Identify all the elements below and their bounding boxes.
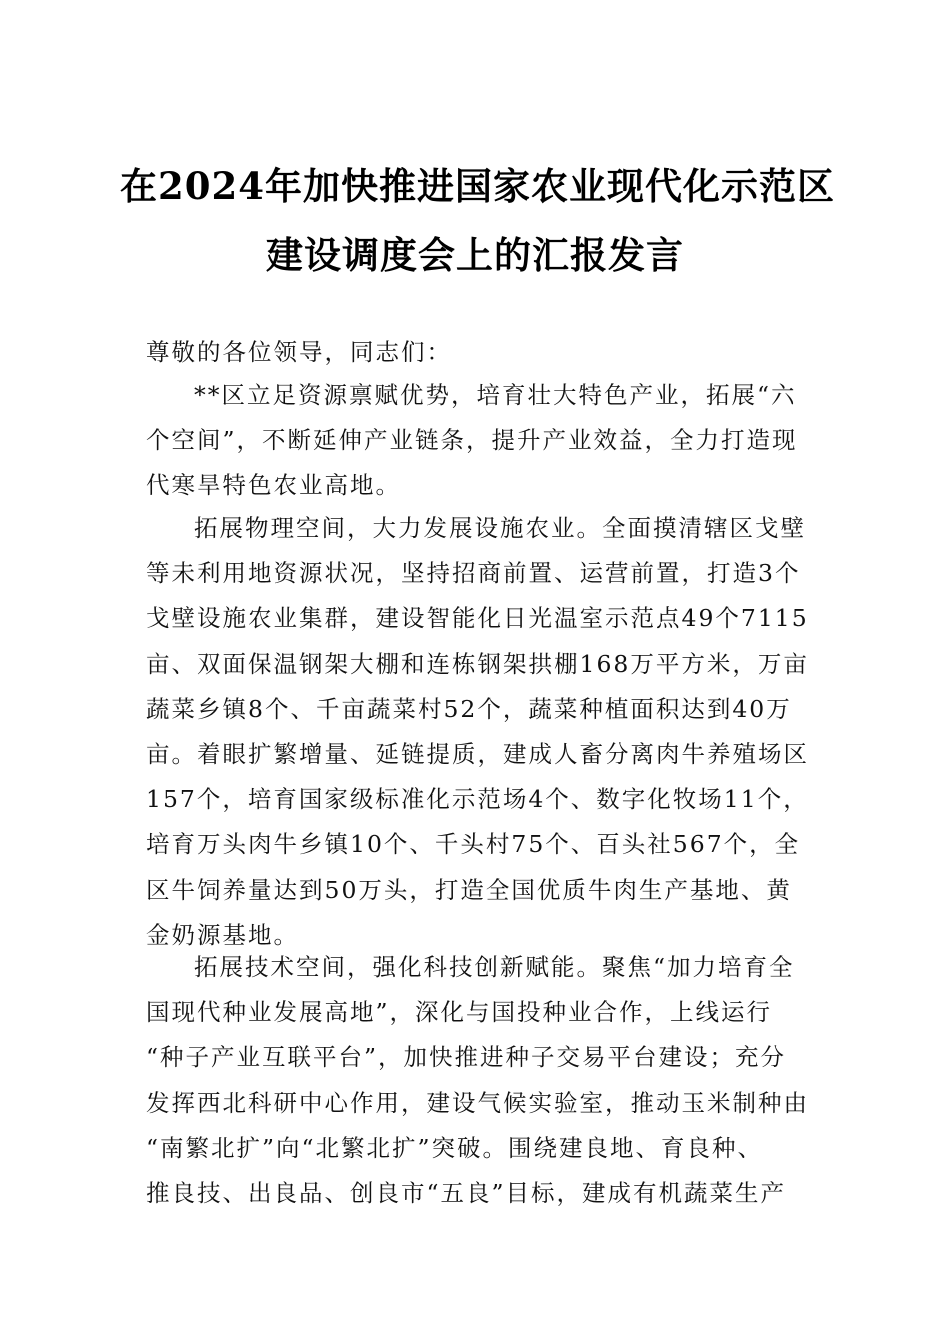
paragraph-1: [146, 373, 810, 509]
paragraph-line: 代寒旱特色农业高地。: [146, 471, 401, 500]
paragraph-line: 金奶源基地。: [146, 920, 299, 949]
paragraph-line: 等未利用地资源状况，坚持招商前置、运营前置，打造3个: [146, 559, 801, 588]
paragraph-line: 亩、双面保温钢架大棚和连栋钢架拱棚168万平方米，万亩: [146, 649, 809, 678]
paragraph-2: [146, 506, 810, 958]
paragraph-line: 发挥西北科研中心作用，建设气候实验室，推动玉米制种由: [146, 1088, 809, 1117]
paragraph-line: 推良技、出良品、创良市“五良”目标，建成有机蔬菜生产: [146, 1178, 787, 1207]
paragraph-line: 拓展物理空间，大力发展设施农业。全面摸清辖区戈壁: [194, 514, 806, 542]
document-title-line-2: 建设调度会上的汇报发言: [266, 233, 684, 277]
paragraph-line: “种子产业互联平台”，加快推进种子交易平台建设；充分: [146, 1043, 787, 1072]
paragraph-line: 亩。着眼扩繁增量、延链提质，建成人畜分离肉牛养殖场区: [146, 739, 809, 768]
salutation-text: 尊敬的各位领导，同志们：: [146, 338, 452, 366]
paragraph-line: “南繁北扩”向“北繁北扩”突破。围绕建良地、育良种、: [146, 1133, 764, 1162]
paragraph-3: [146, 945, 810, 1216]
paragraph-line: **区立足资源禀赋优势，培育壮大特色产业，拓展“六: [194, 381, 797, 409]
paragraph-line: 培育万头肉牛乡镇10个、千头村75个、百头社567个，全: [146, 830, 801, 859]
paragraph-line: 个空间”，不断延伸产业链条，提升产业效益，全力打造现: [146, 426, 798, 455]
paragraph-line: 157个，培育国家级标准化示范场4个、数字化牧场11个，: [146, 785, 809, 814]
paragraph-line: 国现代种业发展高地”，深化与国投种业合作，上线运行: [146, 998, 773, 1027]
paragraph-line: 戈壁设施农业集群，建设智能化日光温室示范点49个7115: [146, 604, 809, 633]
salutation: [146, 330, 810, 375]
paragraph-line: 拓展技术空间，强化科技创新赋能。聚焦“加力培育全: [194, 953, 795, 981]
document-title-line-1: 在2024年加快推进国家农业现代化示范区: [120, 164, 835, 208]
paragraph-line: 蔬菜乡镇8个、千亩蔬菜村52个，蔬菜种植面积达到40万: [146, 694, 792, 723]
paragraph-line: 区牛饲养量达到50万头，打造全国优质牛肉生产基地、黄: [146, 875, 792, 904]
